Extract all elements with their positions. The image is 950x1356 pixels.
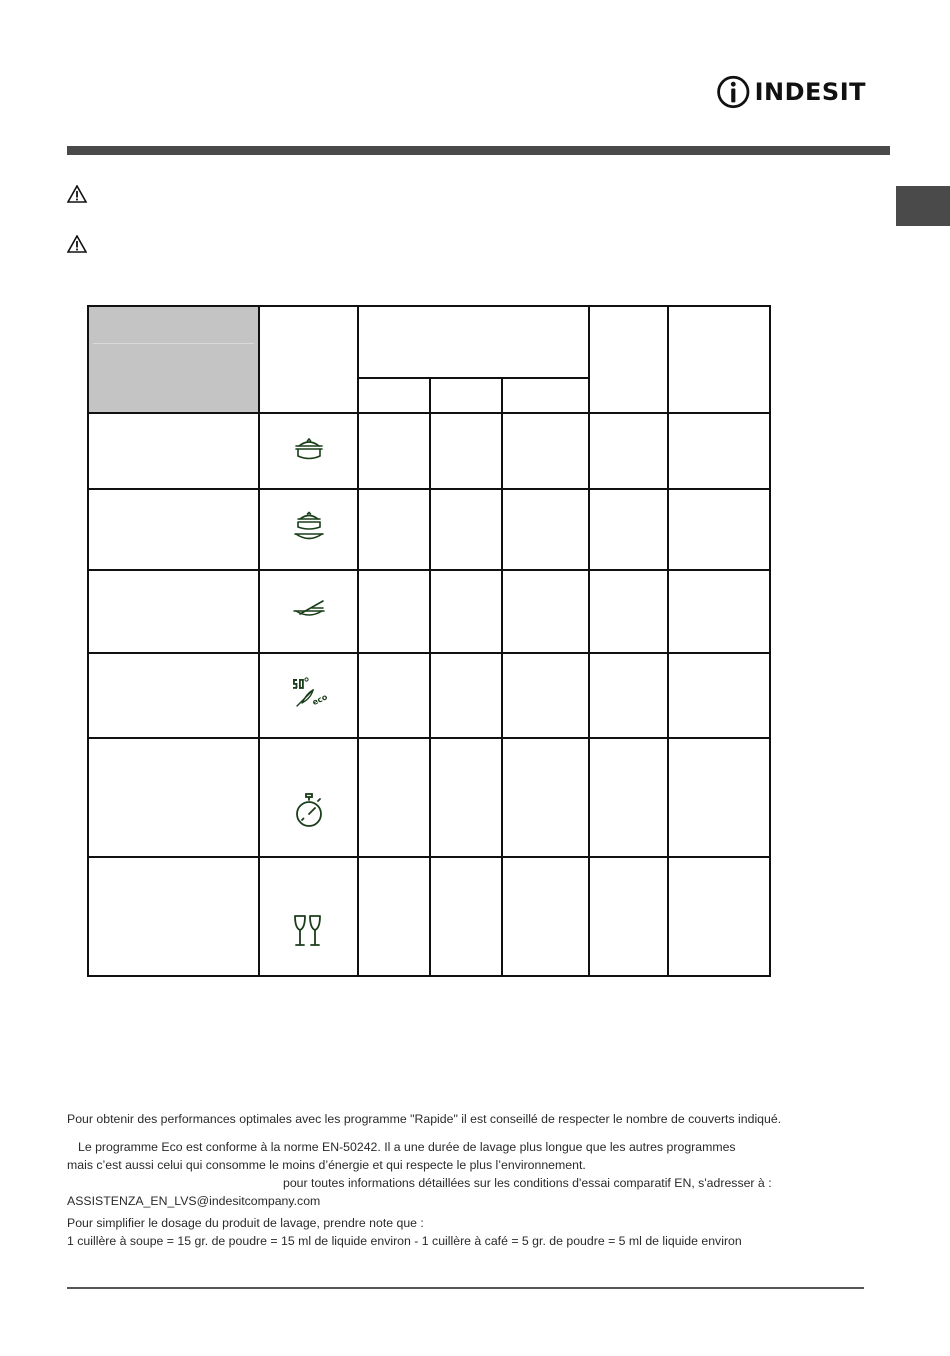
- table-header-row: [88, 306, 770, 378]
- program-symbol-cell: [259, 857, 358, 976]
- table-cell: [430, 738, 502, 857]
- program-name-cell: [88, 857, 259, 976]
- program-name-cell: [88, 413, 259, 489]
- table-cell: [502, 857, 589, 976]
- eco-note-line-3: pour toutes informations détaillées sur les conditions d'essai comparatif EN, s'adresser à :: [283, 1176, 772, 1190]
- program-name-cell: [88, 570, 259, 653]
- brand-name: INDESIT: [754, 78, 866, 106]
- program-symbol-cell: [259, 738, 358, 857]
- svg-text:eco: eco: [310, 692, 329, 708]
- programs-table: [87, 305, 771, 977]
- program-symbol-cell: [259, 413, 358, 489]
- table-cell: [668, 570, 770, 653]
- support-email: ASSISTENZA_EN_LVS@indesitcompany.com: [67, 1194, 321, 1208]
- table-cell: [668, 857, 770, 976]
- program-symbol-cell: [259, 489, 358, 570]
- program-symbol-cell: [259, 570, 358, 653]
- wine-glasses-icon: [291, 913, 327, 949]
- table-row: [88, 738, 770, 857]
- table-row: [88, 570, 770, 653]
- table-cell: [668, 738, 770, 857]
- table-cell: [589, 738, 668, 857]
- program-symbol-cell: [259, 653, 358, 738]
- header-symbol-cell: [259, 306, 358, 413]
- table-cell: [502, 653, 589, 738]
- rapid-program-note: Pour obtenir des performances optimales avec les programme "Rapide" il est conseillé de respecter le nombre de couverts indiqué.: [67, 1112, 782, 1126]
- header-duration-cell: [589, 306, 668, 413]
- table-cell: [358, 413, 430, 489]
- indesit-logo: [716, 72, 866, 112]
- table-cell: [358, 570, 430, 653]
- dish-lid-icon: [290, 598, 328, 620]
- table-cell: [358, 653, 430, 738]
- table-cell: [430, 653, 502, 738]
- table-cell: [502, 413, 589, 489]
- pot-and-dish-icon: [291, 510, 327, 544]
- program-name-cell: [88, 738, 259, 857]
- eco-note-line-2: mais c’est aussi celui qui consomme le moins d’énergie et qui respecte le plus l’environnement.: [67, 1158, 586, 1172]
- table-cell: [358, 489, 430, 570]
- table-cell: [502, 738, 589, 857]
- table-cell: [502, 570, 589, 653]
- table-cell: [430, 413, 502, 489]
- header-consumption-cell: [668, 306, 770, 413]
- table-cell: [668, 653, 770, 738]
- table-cell: [358, 738, 430, 857]
- table-cell: [430, 570, 502, 653]
- table-row: [88, 489, 770, 570]
- table-cell: [589, 653, 668, 738]
- header-detergent-cell: [358, 306, 589, 378]
- table-cell: [502, 489, 589, 570]
- program-name-cell: [88, 489, 259, 570]
- footer-rule: [67, 1287, 864, 1289]
- subheader-cell: [358, 378, 430, 413]
- table-cell: [430, 489, 502, 570]
- language-tab: [896, 186, 950, 226]
- table-cell: [589, 857, 668, 976]
- table-cell: [589, 570, 668, 653]
- table-row: [88, 413, 770, 489]
- program-name-cell: [88, 653, 259, 738]
- table-row: [88, 857, 770, 976]
- header-program-cell: [88, 306, 259, 413]
- table-row: [88, 653, 770, 738]
- table-cell: [668, 413, 770, 489]
- header-rule: [67, 146, 890, 155]
- eco-note-line-1: Le programme Eco est conforme à la norme EN-50242. Il a une durée de lavage plus longue que les autres programmes: [78, 1140, 736, 1154]
- table-cell: [589, 489, 668, 570]
- eco-50-icon: [289, 676, 329, 710]
- stopwatch-icon: [293, 792, 325, 832]
- table-cell: [589, 413, 668, 489]
- pot-icon: [291, 436, 327, 462]
- warning-triangle-icon: [67, 185, 87, 203]
- dosage-intro: Pour simplifier le dosage du produit de lavage, prendre note que :: [67, 1216, 424, 1230]
- warning-triangle-icon: [67, 235, 87, 253]
- dosage-equivalence: 1 cuillère à soupe = 15 gr. de poudre = 15 ml de liquide environ - 1 cuillère à café = 5 gr. de poudre = 5 ml de liquide environ: [67, 1234, 742, 1248]
- indesit-i-logo-icon: [716, 72, 751, 112]
- table-cell: [358, 857, 430, 976]
- subheader-cell: [502, 378, 589, 413]
- table-cell: [668, 489, 770, 570]
- table-cell: [430, 857, 502, 976]
- subheader-cell: [430, 378, 502, 413]
